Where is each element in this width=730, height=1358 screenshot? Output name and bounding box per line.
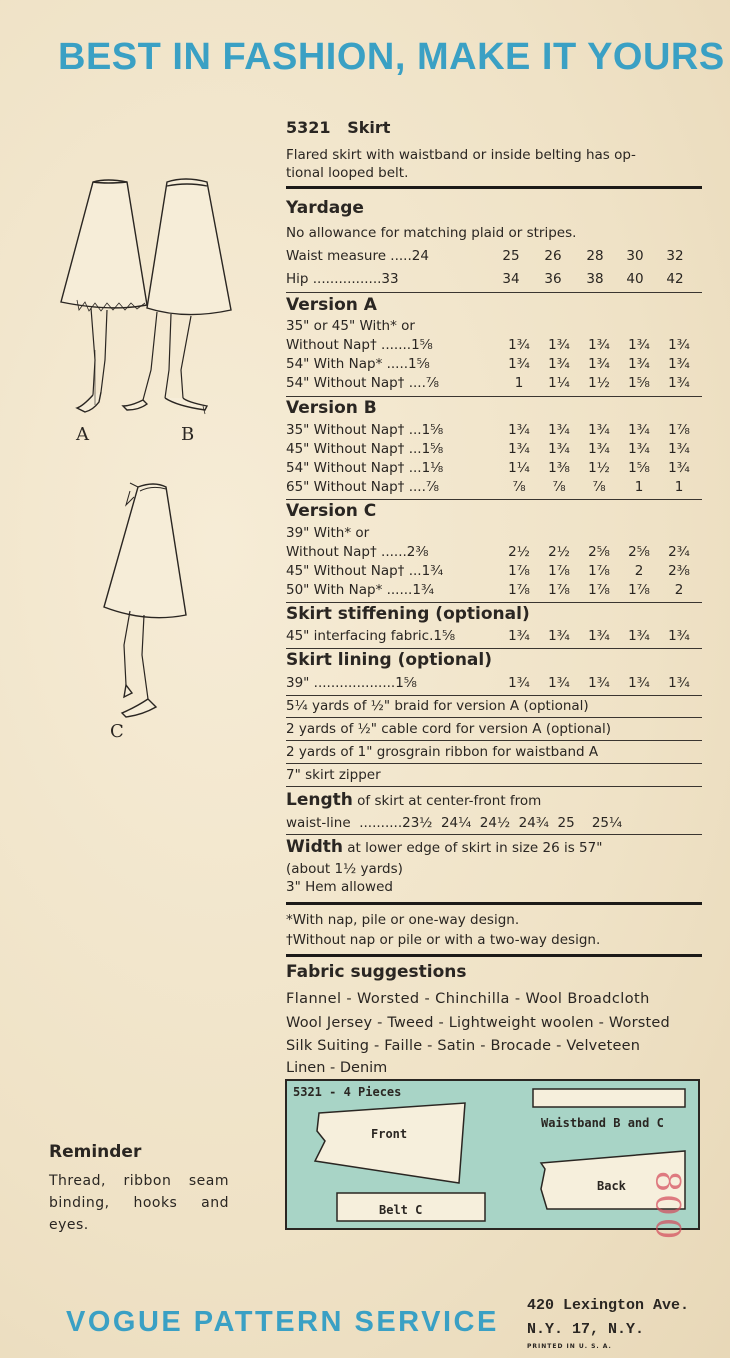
- fabric-title: Fabric suggestions: [286, 962, 467, 982]
- waist-row: [286, 248, 702, 267]
- row-value: 1⅞: [548, 582, 570, 598]
- lining-title: Skirt lining (optional): [286, 650, 493, 670]
- waist-value: 25: [502, 248, 520, 264]
- divider: [286, 717, 702, 718]
- description-line-1: Flared skirt with waistband or inside belting has op-: [286, 147, 636, 163]
- length-title: Length: [286, 790, 353, 810]
- row-value: 1¾: [628, 628, 650, 644]
- fabric-line: Flannel - Worsted - Chinchilla - Wool Broadcloth: [286, 991, 650, 1007]
- address-line: 420 Lexington Ave.: [527, 1297, 690, 1314]
- waist-value: 26: [544, 248, 562, 264]
- row-value: 1¾: [548, 422, 570, 438]
- row-value: 2½: [548, 544, 570, 560]
- notion-line: 7" skirt zipper: [286, 767, 381, 783]
- pieces-title: 5321 - 4 Pieces: [293, 1085, 402, 1099]
- row-value: 1¾: [628, 675, 650, 691]
- row-value: 1⅞: [548, 563, 570, 579]
- version-a-title: Version A: [286, 295, 377, 315]
- version-b-row: [286, 422, 702, 441]
- row-label: 54" With Nap* .....1⅝: [286, 356, 430, 372]
- row-value: 2⅜: [668, 563, 690, 579]
- version-c-row: [286, 582, 702, 601]
- row-value: 1¾: [508, 337, 530, 353]
- row-label: 45" Without Nap† ...1¾: [286, 563, 444, 579]
- row-value: 1⅝: [628, 460, 650, 476]
- row-value: 1¾: [588, 337, 610, 353]
- fabric-line: Silk Suiting - Faille - Satin - Brocade - Velveteen: [286, 1038, 641, 1054]
- fabric-line: Linen - Denim: [286, 1060, 388, 1076]
- divider: [286, 602, 702, 603]
- version-c-row: [286, 563, 702, 582]
- row-value: 2⅝: [588, 544, 610, 560]
- row-value: 1: [674, 479, 684, 495]
- row-value: 1¾: [508, 628, 530, 644]
- row-value: 1⅞: [588, 563, 610, 579]
- row-value: 1¾: [628, 441, 650, 457]
- printed-in-usa: PRINTED IN U. S. A.: [527, 1343, 612, 1350]
- divider: [286, 786, 702, 787]
- version-a-row: [286, 356, 702, 375]
- row-value: 1¾: [588, 441, 610, 457]
- divider: [286, 954, 702, 957]
- row-value: 1¾: [628, 356, 650, 372]
- row-label: 35" Without Nap† ...1⅝: [286, 422, 444, 438]
- row-value: 1¾: [668, 375, 690, 391]
- row-value: 1¾: [508, 356, 530, 372]
- row-value: 1⅞: [668, 422, 690, 438]
- length-line: [286, 790, 541, 810]
- version-b-row: [286, 460, 702, 479]
- pattern-title: 5321 Skirt: [286, 118, 391, 137]
- skirt-illustration-c: [100, 475, 192, 725]
- row-value: 1¼: [548, 375, 570, 391]
- piece-waistband-label: Waistband B and C: [541, 1116, 664, 1130]
- hip-value: 36: [544, 271, 562, 287]
- row-label: 54" Without Nap† ...1⅛: [286, 460, 444, 476]
- row-label: 39" ...................1⅝: [286, 675, 417, 691]
- footnote-without-nap: †Without nap or pile or with a two-way design.: [286, 932, 601, 948]
- row-value: 1¾: [668, 356, 690, 372]
- row-value: 1¾: [628, 422, 650, 438]
- row-value: 1¾: [588, 675, 610, 691]
- skirt-illustration-a-b: [55, 170, 235, 420]
- price-stamp: [647, 1150, 708, 1250]
- version-a-row: [286, 337, 702, 356]
- fabric-line: Wool Jersey - Tweed - Lightweight woolen - Worsted: [286, 1015, 670, 1031]
- row-value: 1⅞: [508, 563, 530, 579]
- row-value: 2⅝: [628, 544, 650, 560]
- row-label: Without Nap† .......1⅝: [286, 337, 433, 353]
- hip-label: Hip ................33: [286, 271, 399, 287]
- row-value: 1¾: [668, 675, 690, 691]
- divider: [286, 834, 702, 835]
- figure-label-a: A: [76, 424, 89, 445]
- row-value: 1⅜: [548, 460, 570, 476]
- row-value: 1¾: [548, 441, 570, 457]
- row-value: 1¼: [508, 460, 530, 476]
- row-value: 1¾: [668, 628, 690, 644]
- version-a-pre: 35" or 45" With* or: [286, 318, 415, 334]
- hem-allowance: 3" Hem allowed: [286, 879, 393, 895]
- row-value: 1¾: [548, 356, 570, 372]
- figure-label-c: C: [110, 721, 124, 742]
- version-a-row: [286, 375, 702, 394]
- row-label: 45" Without Nap† ...1⅝: [286, 441, 444, 457]
- hip-value: 38: [586, 271, 604, 287]
- width-title: Width: [286, 837, 343, 857]
- row-value: ⅞: [512, 479, 526, 495]
- vogue-pattern-service: VOGUE PATTERN SERVICE: [66, 1306, 499, 1338]
- version-c-title: Version C: [286, 501, 377, 521]
- row-value: 1⅞: [628, 582, 650, 598]
- lining-row: [286, 675, 702, 694]
- row-value: 1¾: [508, 441, 530, 457]
- divider: [286, 648, 702, 649]
- yardage-title: Yardage: [286, 198, 364, 218]
- divider: [286, 695, 702, 696]
- waist-value: 28: [586, 248, 604, 264]
- description-line-2: tional looped belt.: [286, 165, 409, 181]
- piece-front-label: Front: [371, 1127, 408, 1141]
- pattern-pieces-diagram: [285, 1079, 700, 1230]
- row-value: 2: [634, 563, 644, 579]
- row-value: 2¾: [668, 544, 690, 560]
- piece-belt-label: Belt C: [379, 1203, 423, 1217]
- divider: [286, 396, 702, 397]
- row-value: 1¾: [508, 675, 530, 691]
- hip-value: 34: [502, 271, 520, 287]
- divider: [286, 902, 702, 905]
- version-b-row: [286, 479, 702, 498]
- waist-value: 32: [666, 248, 684, 264]
- width-line: [286, 837, 602, 857]
- version-c-pre: 39" With* or: [286, 525, 370, 541]
- row-value: 1¾: [588, 628, 610, 644]
- row-value: ⅞: [552, 479, 566, 495]
- reminder-title: Reminder: [49, 1142, 142, 1162]
- length-values: waist-line ..........23½ 24¼ 24½ 24¾ 25 25¼: [286, 815, 623, 831]
- hip-value: 42: [666, 271, 684, 287]
- width-text: at lower edge of skirt in size 26 is 57": [342, 840, 603, 856]
- row-value: 1¾: [668, 441, 690, 457]
- hip-value: 40: [626, 271, 644, 287]
- row-label: 50" With Nap* ......1¾: [286, 582, 435, 598]
- row-value: ⅞: [592, 479, 606, 495]
- row-value: 1¾: [668, 337, 690, 353]
- row-value: 1½: [588, 460, 610, 476]
- waist-value: 30: [626, 248, 644, 264]
- row-value: 1¾: [628, 337, 650, 353]
- divider: [286, 740, 702, 741]
- row-value: 1⅞: [508, 582, 530, 598]
- hip-row: [286, 271, 702, 290]
- version-c-row: [286, 544, 702, 563]
- row-label: Without Nap† ......2⅜: [286, 544, 429, 560]
- pattern-pieces-shapes: [287, 1081, 698, 1228]
- row-value: 1⅝: [628, 375, 650, 391]
- notion-line: 2 yards of 1" grosgrain ribbon for waistband A: [286, 744, 599, 760]
- row-value: 1: [514, 375, 524, 391]
- row-value: 1¾: [548, 628, 570, 644]
- width-detail: (about 1½ yards): [286, 861, 403, 877]
- divider: [286, 292, 702, 293]
- row-value: 1⅞: [588, 582, 610, 598]
- version-b-title: Version B: [286, 398, 377, 418]
- stiffening-title: Skirt stiffening (optional): [286, 604, 530, 624]
- row-value: 1½: [588, 375, 610, 391]
- row-value: 1¾: [668, 460, 690, 476]
- length-text: of skirt at center-front from: [352, 793, 542, 809]
- row-value: 1¾: [588, 356, 610, 372]
- notion-line: 2 yards of ½" cable cord for version A (optional): [286, 721, 612, 737]
- footnote-nap: *With nap, pile or one-way design.: [286, 912, 520, 928]
- row-value: 2: [674, 582, 684, 598]
- stamp-text: 800: [647, 1170, 688, 1242]
- notion-line: 5¼ yards of ½" braid for version A (optional): [286, 698, 589, 714]
- divider: [286, 763, 702, 764]
- headline: BEST IN FASHION, MAKE IT YOURS: [58, 36, 725, 78]
- divider: [286, 499, 702, 500]
- row-value: 1¾: [548, 675, 570, 691]
- address-line: N.Y. 17, N.Y.: [527, 1321, 645, 1338]
- reminder-text: Thread, ribbon seam binding, hooks and eyes.: [49, 1173, 229, 1233]
- row-value: 1¾: [588, 422, 610, 438]
- row-value: 1¾: [548, 337, 570, 353]
- row-value: 2½: [508, 544, 530, 560]
- version-b-row: [286, 441, 702, 460]
- row-label: 45" interfacing fabric.1⅝: [286, 628, 456, 644]
- row-value: 1¾: [508, 422, 530, 438]
- piece-back-label: Back: [597, 1179, 626, 1193]
- waist-label: Waist measure .....24: [286, 248, 429, 264]
- row-value: 1: [634, 479, 644, 495]
- address: [527, 1294, 689, 1342]
- divider: [286, 186, 702, 189]
- figure-label-b: B: [181, 424, 195, 445]
- yardage-note: No allowance for matching plaid or stripes.: [286, 225, 577, 241]
- row-label: 65" Without Nap† ....⅞: [286, 479, 439, 495]
- row-label: 54" Without Nap† ....⅞: [286, 375, 439, 391]
- stiffening-row: [286, 628, 702, 647]
